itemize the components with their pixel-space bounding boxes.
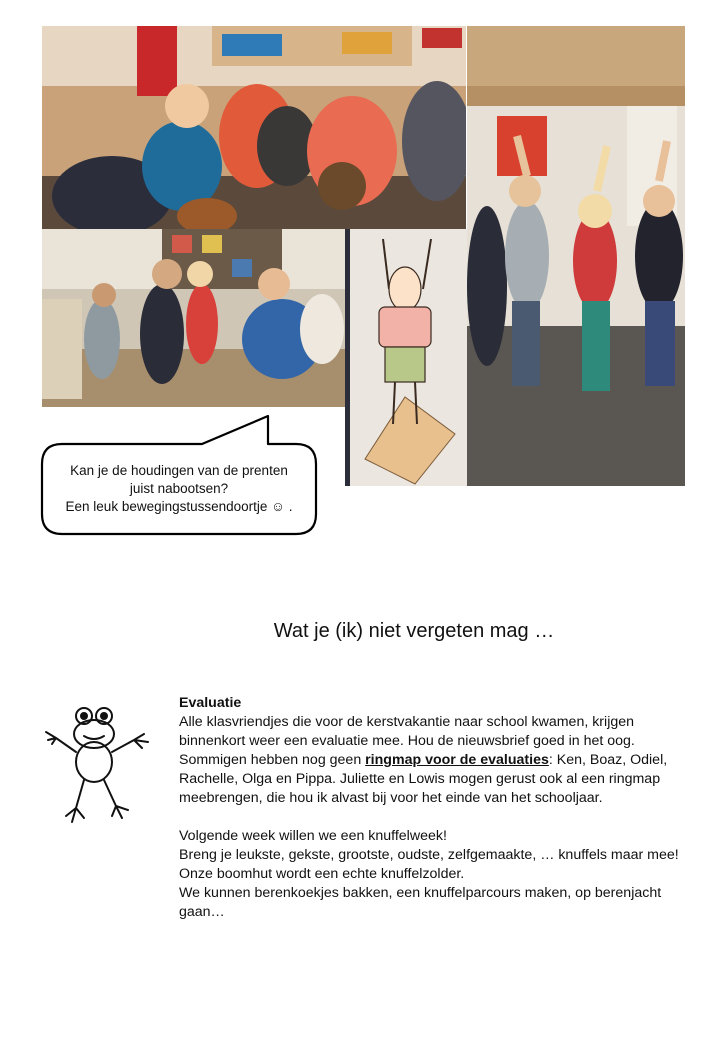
article-line: gaan…: [179, 904, 225, 920]
article-line: We kunnen berenkoekjes bakken, een knuffelparcours maken, op berenjacht: [179, 885, 662, 901]
article-line: [179, 751, 694, 770]
article-line-after: : Ken, Boaz, Odiel,: [548, 752, 668, 768]
article-heading: Evaluatie: [179, 695, 242, 711]
section-title: Wat je (ik) niet vergeten mag …: [273, 620, 555, 642]
bubble-text: [48, 462, 310, 516]
article-line: Breng je leukste, gekste, grootste, oudste, zelfgemaakte, … knuffels maar mee!: [179, 847, 679, 863]
article-line: Alle klasvriendjes die voor de kerstvakantie naar school kwamen, krijgen: [179, 714, 635, 730]
article-line-before: Sommigen hebben nog geen: [179, 752, 366, 768]
article-line: meebrengen, die hou ik alvast bij voor het einde van het schooljaar.: [179, 790, 603, 806]
article: [179, 694, 694, 922]
ringmap-link[interactable]: ringmap voor de evaluaties: [365, 752, 549, 768]
article-line: Rachelle, Olga en Pippa. Juliette en Lowis mogen gerust ook al een ringmap: [179, 771, 661, 787]
bubble-line-2: juist nabootsen?: [129, 481, 229, 496]
frog-icon: [40, 696, 156, 830]
article-line: Onze boomhut wordt een echte knuffelzolder.: [179, 866, 465, 882]
article-line: Volgende week willen we een knuffelweek!: [179, 828, 447, 844]
photo-pose-drawing: [345, 229, 467, 486]
photo-children-standing-circle: [467, 26, 685, 486]
bubble-line-1: Kan je de houdingen van de prenten: [70, 463, 288, 478]
bubble-line-3: Een leuk bewegingstussendoortje ☺ .: [65, 499, 293, 514]
article-line: binnenkort weer een evaluatie mee. Hou de nieuwsbrief goed in het oog.: [179, 733, 635, 749]
speech-bubble: [42, 444, 316, 536]
photo-children-bending-floor: [42, 26, 466, 229]
photo-children-arms-raised: [42, 229, 345, 407]
